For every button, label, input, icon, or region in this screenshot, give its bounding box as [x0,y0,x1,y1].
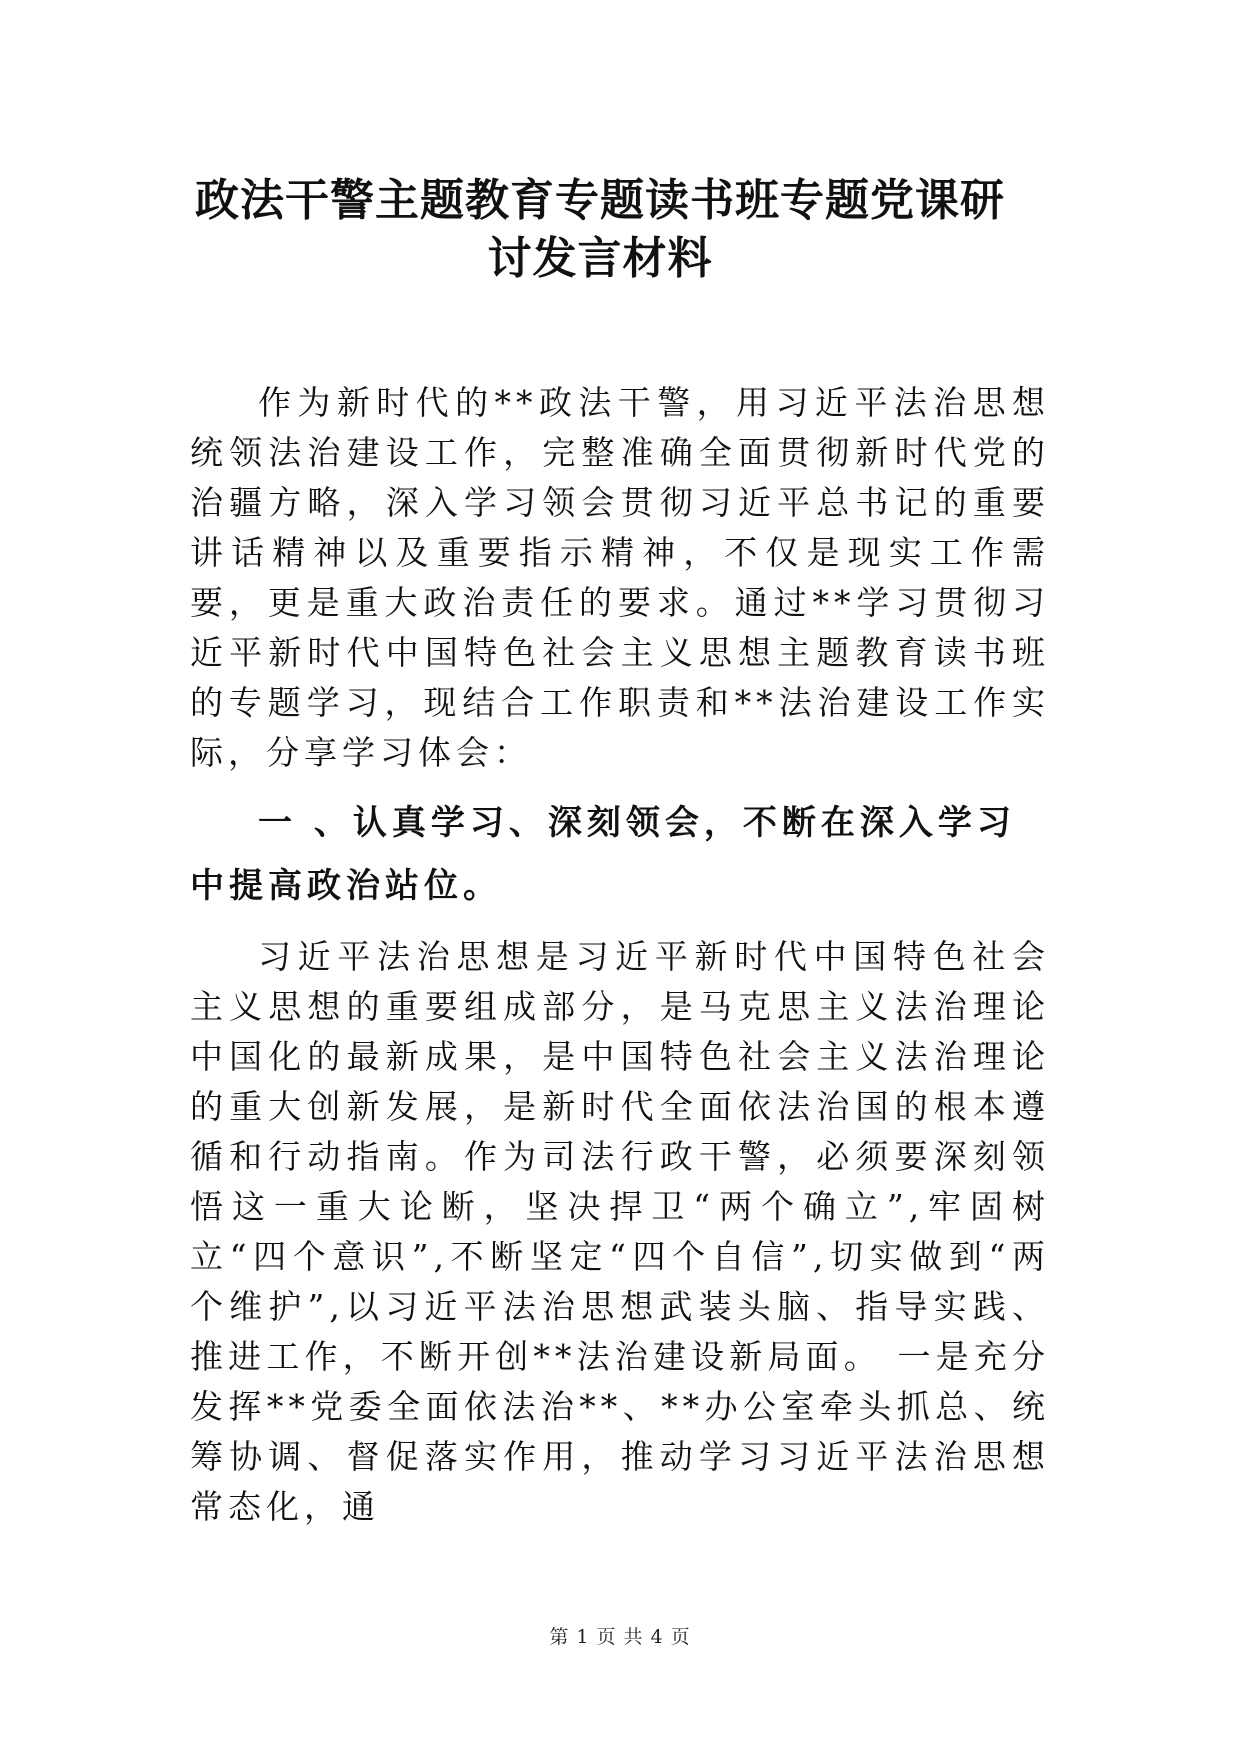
section-heading-1: 一 、认真学习、深刻领会，不断在深入学习中提高政治站位。 [190,803,1016,906]
paragraph-section-1: 习近平法治思想是习近平新时代中国特色社会主义思想的重要组成部分，是马克思主义法治理论中国化的最新成果，是中国特色社会主义法治理论的重大创新发展，是新时代全面依法治国的根本遵循和行动指南。作为司法行政干警，必须要深刻领悟这一重大论断，坚决捍卫“两个确立”,牢固树立“四个意识”,不断坚定“四个自信”,切实做到“两个维护”,以习近平法治思想武装头脑、指导实践、推进工作，不断开创**法治建设新局面。 一是充分发挥**党委全面依法治**、**办公室牵头抓总、统筹协调、督促落实作用，推动学习习近平法治思想常态化，通 [190,937,1050,1526]
title-line-1: 政法干警主题教育专题读书班专题党课研 [195,175,1005,226]
paragraph-intro: 作为新时代的**政法干警，用习近平法治思想统领法治建设工作，完整准确全面贯彻新时代党的治疆方略，深入学习领会贯彻习近平总书记的重要讲话精神以及重要指示精神，不仅是现实工作需要，更是重大政治责任的要求。通过**学习贯彻习近平新时代中国特色社会主义思想主题教育读书班的专题学习，现结合工作职责和**法治建设工作实际，分享学习体会： [190,383,1050,772]
document-body [190,378,1050,1532]
page-footer: 第 1 页 共 4 页 [549,1626,691,1648]
document-title [160,172,1040,288]
title-line-2: 讨发言材料 [487,233,713,284]
